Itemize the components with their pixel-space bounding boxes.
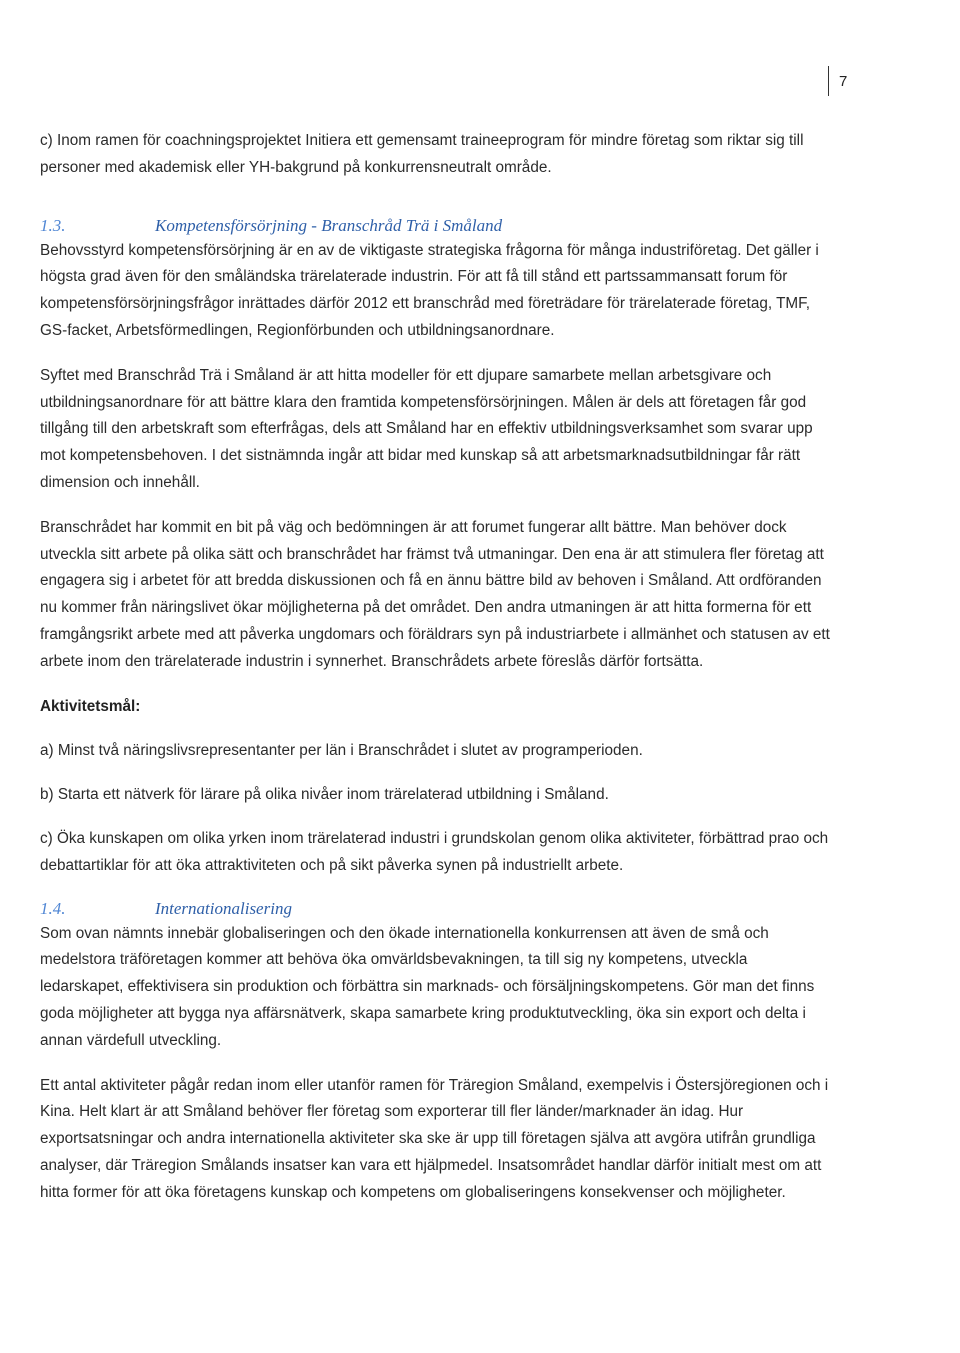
- section-heading-1-4: [40, 897, 830, 921]
- section-paragraph: Branschrådet har kommit en bit på väg och bedömningen är att forumet fungerar allt bättre. Man behöver dock utveckla sitt arbete på olika sätt och branschrådet har främst två utmaningar. Den ena är att stimulera fler företag att engagera sig i arbetet för att bredda diskussionen och få en ännu bättre bild av behoven i Småland. Att ordföranden nu kommer från näringslivet ökar möjligheterna på det området. Den andra utmaningen är att hitta formerna för ett framgångsrikt arbete med att påverka ungdomars och föräldrars syn på industriarbete i allmänhet och statusen av ett arbete inom den trärelaterade industrin i synnerhet. Branschrådets arbete föreslås därför fortsätta.: [40, 518, 830, 670]
- section-heading-1-3: [40, 214, 830, 238]
- section-paragraph: Syftet med Branschråd Trä i Småland är att hitta modeller för ett djupare samarbete mellan arbetsgivare och utbildningsanordnare för att bättre klara den framtida kompetensförsörjningen. Målen är dels att företagen får god tillgång till den arbetskraft som efterfrågas, dels att Småland har en effektiv utbildningsverksamhet som svarar upp mot kompetensbehoven. I det sistnämnda ingår att bidar med kunskap så att arbetsmarknadsutbildningar får rätt dimension och innehåll.: [40, 366, 813, 491]
- section-title: Kompetensförsörjning - Branschråd Trä i Småland: [155, 215, 503, 235]
- section-number: 1.3.: [40, 215, 66, 235]
- section-paragraph: Behovsstyrd kompetensförsörjning är en av de viktigaste strategiska frågorna för många industriföretag. Det gäller i högsta grad även för den småländska trärelaterade industrin. För att få till stånd ett partssammansatt forum för kompetensförsörjningsfrågor inrättades därför 2012 ett branschråd med företrädare för trärelaterade företag, TMF, GS-facket, Arbetsförmedlingen, Regionförbunden och utbildningsanordnare.: [40, 241, 819, 339]
- activity-item: a) Minst två näringslivsrepresentanter per län i Branschrådet i slutet av programperioden.: [40, 742, 643, 760]
- section-paragraph: Som ovan nämnts innebär globaliseringen och den ökade internationella konkurrensen att även de små och medelstora träföretagen kommer att behöva öka omvärldsbevakningen, ta till sig ny kompetens, utveckla ledarskapet, effektivisera sin produktion och förbättra sin marknads- och försäljningskompetens. Gör man det finns goda möjligheter att bygga nya affärsnätverk, skapa samarbete kring produktutveckling, öka sin export och delta i annan värdefull utveckling.: [40, 924, 815, 1049]
- intro-paragraph: c) Inom ramen för coachningsprojektet Initiera ett gemensamt traineeprogram för mindre företag som riktar sig till personer med akademisk eller YH-bakgrund på konkurrensneutralt område.: [40, 132, 804, 176]
- activity-item: c) Öka kunskapen om olika yrken inom trärelaterad industri i grundskolan genom olika aktiviteter, förbättrad prao och debattartiklar för att öka attraktiviteten och på sikt påverka synen på industriellt arbete.: [40, 829, 829, 874]
- section-number: 1.4.: [40, 898, 66, 918]
- page-body: [40, 128, 830, 1225]
- header-rule: [828, 66, 829, 96]
- activity-item: b) Starta ett nätverk för lärare på olika nivåer inom trärelaterad utbildning i Småland.: [40, 786, 609, 804]
- section-paragraph: Ett antal aktiviteter pågår redan inom eller utanför ramen för Träregion Småland, exempelvis i Östersjöregionen och i Kina. Helt klart är att Småland behöver fler företag som exporterar till fler länder/marknader än idag. Hur exportsatsningar och andra internationella aktiviteter ska ske är upp till företagen själva att avgöra utifrån grundliga analyser, där Träregion Smålands insatser kan vara ett hjälpmedel. Insatsområdet handlar därför initialt mest om att hitta former för att öka företagens kunskap och kompetens om globaliseringens konsekvenser och möjligheter.: [40, 1076, 829, 1201]
- page-number: 7: [839, 72, 848, 90]
- page-header: [828, 66, 847, 96]
- section-title: Internationalisering: [155, 898, 292, 918]
- activity-goals-heading: Aktivitetsmål:: [40, 697, 141, 715]
